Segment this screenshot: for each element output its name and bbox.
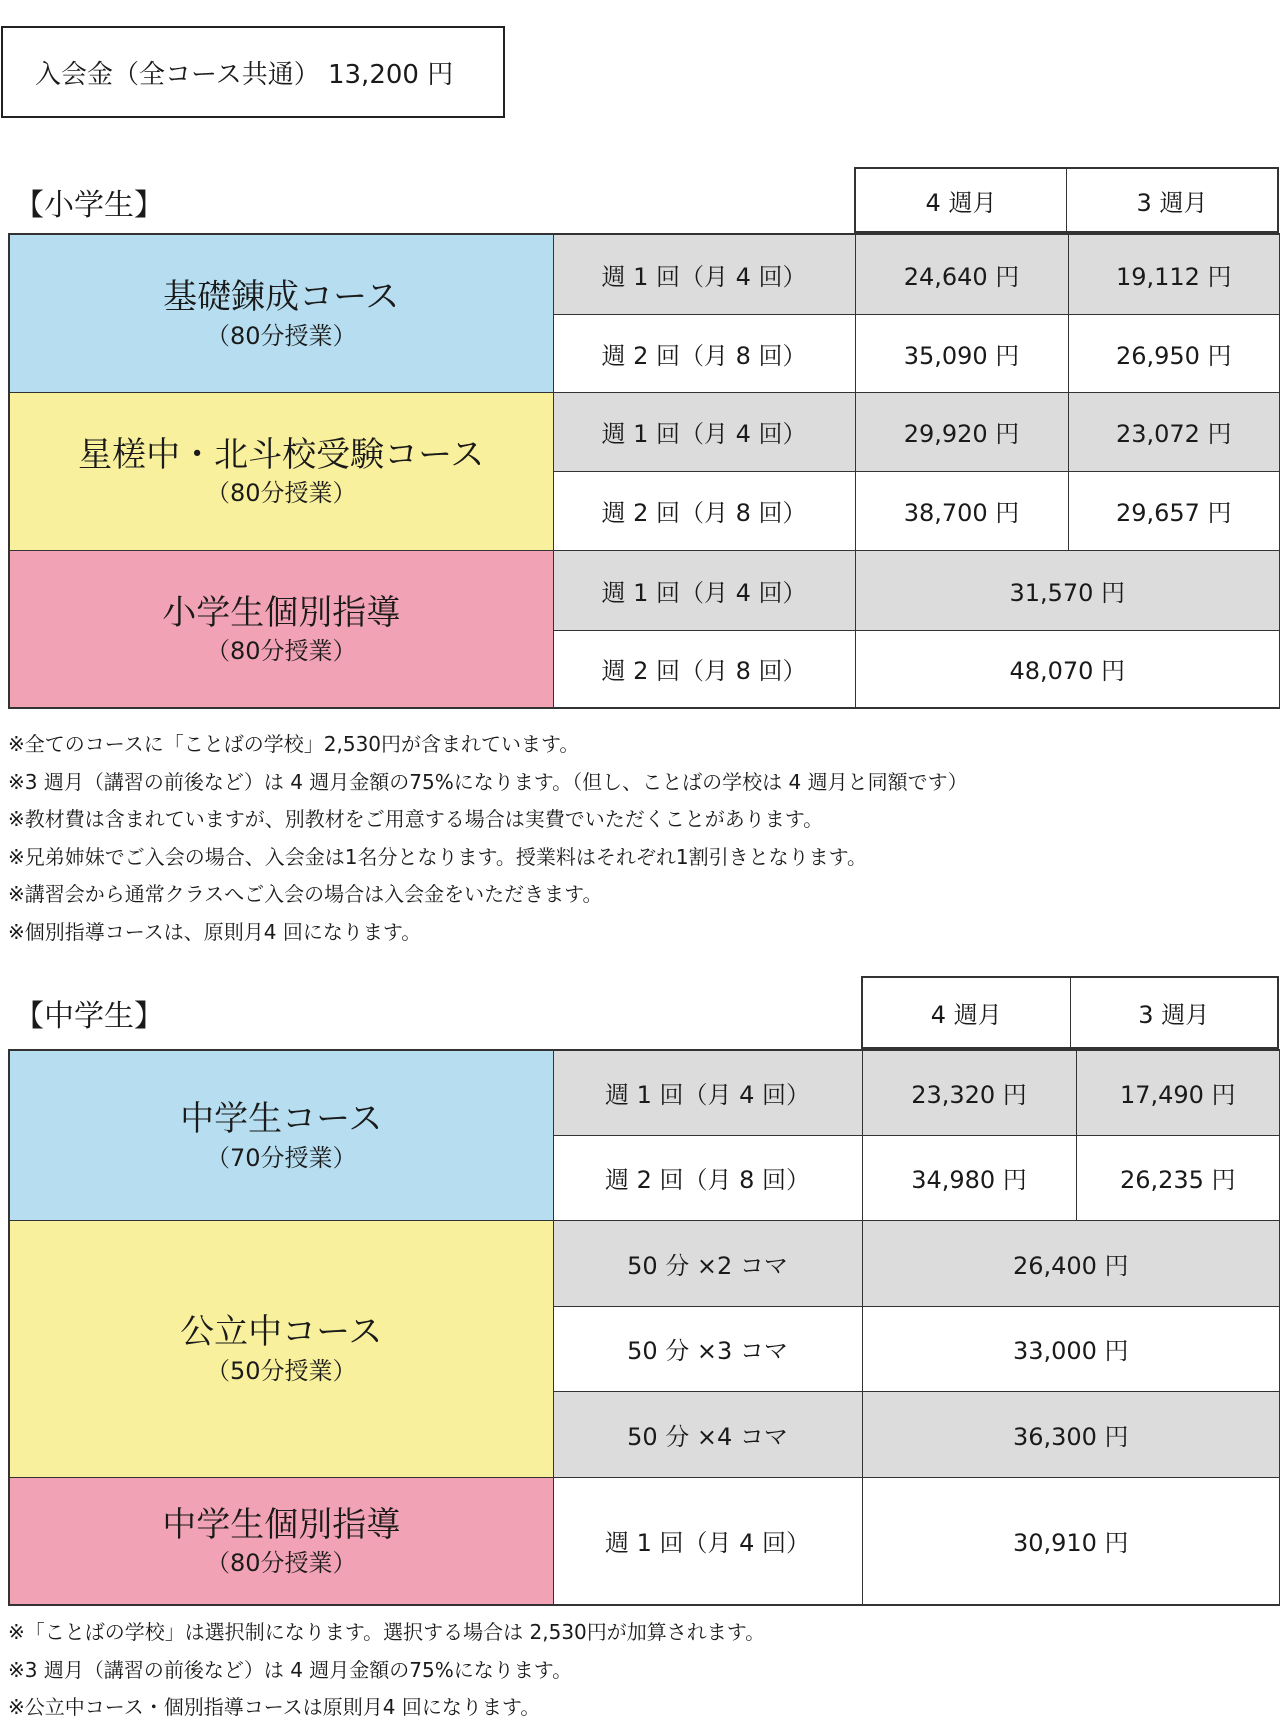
table-row [9, 392, 1280, 471]
course-seisa-hokuto [9, 392, 553, 550]
course-duration: （80分授業） [205, 637, 357, 665]
frequency-cell: 週 1 回（月 4 回） [553, 1050, 862, 1135]
course-name: 公立中コース [180, 1312, 383, 1353]
course-name: 中学生コース [180, 1099, 383, 1139]
table-row [9, 550, 1280, 630]
course-kiso-rensei [9, 234, 553, 392]
frequency-cell: 週 2 回（月 8 回） [553, 471, 855, 550]
price-flat: 36,300 円 [862, 1391, 1280, 1477]
price-3-week: 26,950 円 [1068, 314, 1280, 392]
table-row [9, 234, 1280, 314]
col-3-week-month: 3 週月 [1070, 978, 1278, 1047]
enrollment-fee-box [1, 26, 505, 118]
frequency-cell: 週 1 回（月 4 回） [553, 550, 855, 630]
course-duration: （80分授業） [205, 1549, 357, 1577]
course-duration: （80分授業） [205, 321, 357, 350]
elementary-notes [8, 726, 968, 951]
course-duration: （50分授業） [205, 1356, 357, 1385]
frequency-cell: 週 1 回（月 4 回） [553, 392, 855, 471]
price-4-week: 23,320 円 [862, 1050, 1076, 1135]
course-junior-high [9, 1050, 553, 1220]
junior-high-notes [8, 1614, 765, 1727]
note-line: ※3 週月（講習の前後など）は 4 週月金額の75%になります。（但し、ことばの学校は 4 週月と同額です） [8, 769, 968, 794]
junior-high-section-label: 【中学生】 [14, 999, 164, 1034]
note-line: ※個別指導コースは、原則月4 回になります。 [8, 919, 422, 944]
price-flat: 31,570 円 [855, 550, 1280, 630]
price-3-week: 19,112 円 [1068, 234, 1280, 314]
price-3-week: 17,490 円 [1076, 1050, 1280, 1135]
elementary-price-table [8, 233, 1280, 709]
price-flat: 33,000 円 [862, 1306, 1280, 1391]
course-name: 星槎中・北斗校受験コース [78, 434, 485, 475]
price-4-week: 38,700 円 [855, 471, 1068, 550]
course-name: 基礎錬成コース [163, 277, 400, 317]
price-3-week: 23,072 円 [1068, 392, 1280, 471]
note-line: ※教材費は含まれていますが、別教材をご用意する場合は実費でいただくことがあります。 [8, 807, 824, 831]
course-junior-high-individual [9, 1477, 553, 1605]
frequency-cell: 50 分 ×3 コマ [553, 1306, 862, 1391]
price-4-week: 29,920 円 [855, 392, 1068, 471]
frequency-cell: 週 2 回（月 8 回） [553, 314, 855, 392]
elementary-column-header [854, 167, 1279, 233]
table-row [9, 1477, 1280, 1605]
price-3-week: 29,657 円 [1068, 471, 1280, 550]
elementary-section-label: 【小学生】 [14, 188, 164, 223]
price-3-week: 26,235 円 [1076, 1135, 1280, 1220]
course-duration: （80分授業） [205, 479, 357, 508]
note-line: ※3 週月（講習の前後など）は 4 週月金額の75%になります。 [8, 1657, 573, 1682]
price-4-week: 24,640 円 [855, 234, 1068, 314]
price-4-week: 35,090 円 [855, 314, 1068, 392]
note-line: ※兄弟姉妹でご入会の場合、入会金は1名分となります。授業料はそれぞれ1割引きとなります。 [8, 844, 868, 869]
col-4-week-month: 4 週月 [930, 1001, 1002, 1029]
col-3-week-month: 3 週月 [1066, 169, 1277, 231]
junior-high-column-header [861, 976, 1279, 1049]
note-line: ※全てのコースに「ことばの学校」2,530円が含まれています。 [8, 732, 580, 756]
note-line: ※講習会から通常クラスへご入会の場合は入会金をいただきます。 [8, 882, 603, 906]
frequency-cell: 週 2 回（月 8 回） [553, 1135, 862, 1220]
course-duration: （70分授業） [205, 1143, 357, 1172]
course-elementary-individual [9, 550, 553, 708]
frequency-cell: 週 1 回（月 4 回） [553, 234, 855, 314]
price-4-week: 34,980 円 [862, 1135, 1076, 1220]
note-line: ※「ことばの学校」は選択制になります。選択する場合は 2,530円が加算されます。 [8, 1620, 766, 1644]
course-name: 小学生個別指導 [162, 592, 401, 633]
course-public-junior-high [9, 1220, 553, 1477]
junior-high-price-table [8, 1049, 1280, 1606]
table-row [9, 1220, 1280, 1306]
frequency-cell: 50 分 ×2 コマ [553, 1220, 862, 1306]
price-flat: 26,400 円 [862, 1220, 1280, 1306]
note-line: ※公立中コース・個別指導コースは原則月4 回になります。 [8, 1695, 541, 1719]
col-4-week-month: 4 週月 [925, 188, 997, 217]
enrollment-fee-text: 入会金（全コース共通） 13,200 円 [35, 59, 454, 90]
price-flat: 48,070 円 [855, 630, 1280, 708]
course-name: 中学生個別指導 [162, 1504, 401, 1545]
frequency-cell: 週 2 回（月 8 回） [553, 630, 855, 708]
price-flat: 30,910 円 [862, 1477, 1280, 1605]
table-row [9, 1050, 1280, 1135]
frequency-cell: 週 1 回（月 4 回） [553, 1477, 862, 1605]
frequency-cell: 50 分 ×4 コマ [553, 1391, 862, 1477]
